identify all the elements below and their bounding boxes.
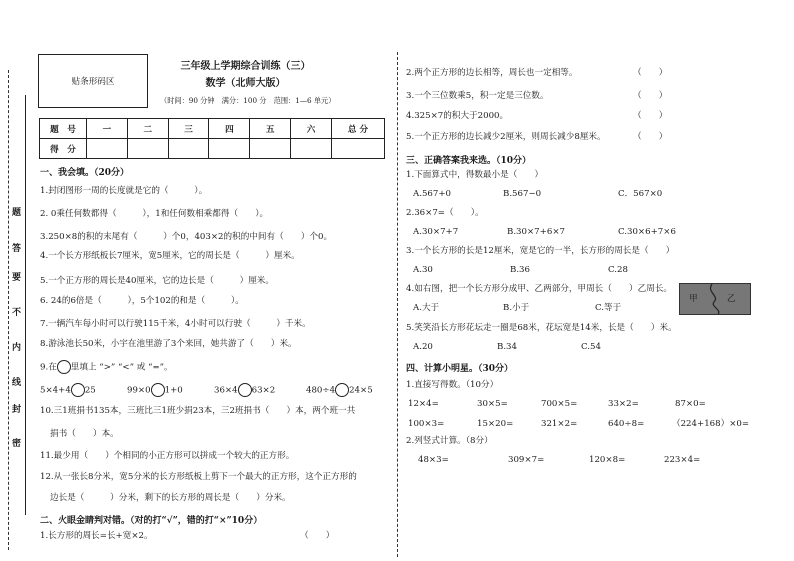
calc-1-1: 12×4= <box>408 399 439 409</box>
section4-heading: 四、计算小明星。（30分） <box>406 364 514 374</box>
section3-q1: 1.下面算式中，得数最小是（ ） <box>406 170 544 180</box>
margin-label-6: 线 <box>12 378 22 388</box>
section3-q4: 4.如右图，把一个长方形分成甲、乙两部分，甲周长（ ）乙周长。 <box>406 284 673 294</box>
margin-label-8: 密 <box>12 439 22 449</box>
section1-item-3: 3.250×8的积的末尾有（ ）个0，403×2的积的中间有（ ）个0。 <box>40 232 333 242</box>
margin-label-2: 答 <box>12 244 22 254</box>
calc-2-2: 15×20= <box>477 419 514 429</box>
score-col-3: 三 <box>168 119 209 139</box>
compare-4-right: 24×5 <box>349 385 373 396</box>
compare-1 <box>40 383 96 397</box>
section1-item-10b: 捐书（ ）本。 <box>50 429 119 439</box>
section2-item-1: 1.长方形的周长=长+宽×2。 <box>40 531 153 541</box>
section1-item-7: 7.一辆汽车每小时可以行驶115千米，4小时可以行驶（ ）千米。 <box>40 319 311 329</box>
section3-q5-opt-c[interactable]: C.54 <box>581 342 601 352</box>
compare-2-left: 99×0 <box>127 385 151 396</box>
compare-1-circle-icon[interactable] <box>71 383 85 397</box>
calc-1-2: 30×5= <box>477 399 508 409</box>
section1-item-5: 5.一个正方形的周长是40厘米，它的边长是（ ）厘米。 <box>40 276 274 286</box>
section1-item-12b: 边长是（ ）分米，剩下的长方形的周长是（ ）分米。 <box>50 493 291 503</box>
score-col-label: 题 号 <box>40 119 87 139</box>
compare-4-circle-icon[interactable] <box>335 383 349 397</box>
vertical-calc-3: 120×8= <box>589 455 626 465</box>
barcode-label: 贴条形码区 <box>71 77 115 87</box>
section2-bracket-2[interactable]: （ ） <box>633 68 668 78</box>
page-subtitle: 数学（北师大版） <box>205 78 286 89</box>
score-cell-5[interactable] <box>250 139 291 159</box>
page-title: 三年级上学期综合训练（三） <box>180 61 311 72</box>
section2-bracket-1[interactable]: （ ） <box>300 531 335 541</box>
section3-q3-opt-a[interactable]: A.30 <box>413 265 433 275</box>
score-cell-1[interactable] <box>87 139 128 159</box>
section3-q1-opt-a[interactable]: A.567+0 <box>413 189 452 199</box>
vertical-calc-4: 223×4= <box>664 455 701 465</box>
binding-line-inner <box>25 95 26 515</box>
section1-heading: 一、我会填。（20分） <box>40 168 130 178</box>
score-table-score-row <box>40 139 385 159</box>
score-cell-3[interactable] <box>168 139 209 159</box>
score-cell-4[interactable] <box>209 139 250 159</box>
compare-3 <box>214 383 275 397</box>
barcode-box <box>38 54 148 108</box>
section3-q2-opt-c[interactable]: C.30×6+7×6 <box>618 227 676 237</box>
figure-label-jia: 甲 <box>689 294 698 304</box>
section2-bracket-3[interactable]: （ ） <box>633 91 668 101</box>
calc-2-1: 100×3= <box>408 419 445 429</box>
calc-2-3: 321×2= <box>541 419 578 429</box>
section2-item-4: 4.325×7的积大于2000。 <box>406 111 509 121</box>
compare-3-left: 36×4 <box>214 385 238 396</box>
score-table-header-row <box>40 119 385 139</box>
section2-heading: 二、火眼金睛判对错。（对的打“√”，错的打“×”10分） <box>40 516 263 526</box>
compare-2 <box>127 383 183 397</box>
score-col-1: 一 <box>87 119 128 139</box>
score-cell-2[interactable] <box>127 139 168 159</box>
compare-3-right: 63×2 <box>251 385 276 396</box>
section1-item-12a: 12.从一张长8分米，宽5分米的长方形纸板上剪下一个最大的正方形，这个正方形的 <box>40 472 357 482</box>
score-cell-total[interactable] <box>332 139 385 159</box>
margin-label-5: 内 <box>12 343 22 353</box>
compare-3-circle-icon[interactable] <box>238 383 252 397</box>
section3-q5: 5.笑笑沿长方形花坛走一圈是68米，花坛宽是14米，长是（ ）米。 <box>406 323 677 333</box>
compare-2-circle-icon[interactable] <box>151 383 165 397</box>
item9-suffix: 里填上 “>” “<” 或 “=”。 <box>70 362 173 373</box>
margin-label-7: 封 <box>12 405 22 415</box>
item9-prefix: 9.在 <box>40 362 57 373</box>
column-divider <box>397 52 398 557</box>
section3-heading: 三、正确答案我来选。（10分） <box>406 156 532 166</box>
section2-bracket-5[interactable]: （ ） <box>633 132 668 142</box>
calc-1-4: 33×2= <box>608 399 639 409</box>
margin-label-3: 要 <box>12 273 22 283</box>
section3-q5-opt-b[interactable]: B.34 <box>497 342 517 352</box>
compare-1-right: 25 <box>84 385 96 396</box>
score-col-5: 五 <box>250 119 291 139</box>
section3-q2: 2.36×7=（ ）。 <box>406 208 484 218</box>
section1-item-4: 4.一个长方形纸板长7厘米，宽5厘米，它的周长是（ ）厘米。 <box>40 251 300 261</box>
vertical-calc-1: 48×3= <box>418 455 449 465</box>
score-col-2: 二 <box>127 119 168 139</box>
section1-item-8: 8.游泳池长50米，小宇在池里游了3个来回，她共游了（ ）米。 <box>40 339 297 349</box>
calc-1-3: 700×5= <box>541 399 578 409</box>
section2-bracket-4[interactable]: （ ） <box>633 111 668 121</box>
calc-1-5: 87×0= <box>675 399 706 409</box>
compare-1-left: 5×4+4 <box>40 385 71 396</box>
margin-label-1: 题 <box>12 208 22 218</box>
section3-q3-opt-c[interactable]: C.28 <box>608 265 628 275</box>
section1-item-10a: 10.三1班捐书135本，三班比三1班少捐23本，三2班捐书（ ）本，两个班一共 <box>40 406 356 416</box>
section4-sub1: 1.直接写得数。（10分） <box>406 380 499 390</box>
exam-info: （时间：90 分钟 满分：100 分 范围：1—6 单元） <box>160 96 336 105</box>
score-cell-6[interactable] <box>291 139 332 159</box>
section3-q4-opt-c[interactable]: C.等于 <box>595 303 622 313</box>
score-col-4: 四 <box>209 119 250 139</box>
section1-item-2: 2. 0乘任何数都得（ ），1和任何数相乘都得（ ）。 <box>40 209 269 219</box>
figure-label-yi: 乙 <box>727 294 736 304</box>
section1-item-9 <box>40 360 173 374</box>
compare-4-left: 480÷4 <box>306 385 336 396</box>
section1-item-11: 11.最少用（ ）个相同的小正方形可以拼成一个较大的正方形。 <box>40 451 295 461</box>
section3-q4-opt-b[interactable]: B.小于 <box>503 303 530 313</box>
score-col-6: 六 <box>291 119 332 139</box>
compare-circle-icon <box>57 360 71 374</box>
score-col-total: 总 分 <box>332 119 385 139</box>
section2-item-2: 2.两个正方形的边长相等，周长也一定相等。 <box>406 68 578 78</box>
section3-q4-opt-a[interactable]: A.大于 <box>413 303 440 313</box>
section1-item-6: 6. 24的6倍是（ ），5个102的和是（ ）。 <box>40 296 244 306</box>
section3-q3: 3.一个长方形的长是12厘米，宽是它的一半，长方形的周长是（ ） <box>406 246 675 256</box>
section3-q2-opt-a[interactable]: A.30×7+7 <box>413 227 459 237</box>
binding-line-outer <box>8 70 9 550</box>
vertical-calc-2: 309×7= <box>508 455 545 465</box>
section3-q5-opt-a[interactable]: A.20 <box>413 342 433 352</box>
calc-2-5: （224+168）×0= <box>672 419 750 429</box>
score-table <box>39 118 385 159</box>
section2-item-3: 3.一个三位数乘5，积一定是三位数。 <box>406 91 549 101</box>
compare-2-right: 1+0 <box>164 385 183 396</box>
section2-item-5: 5.一个正方形的边长减少2厘米，则周长减少8厘米。 <box>406 132 606 142</box>
split-rectangle-figure <box>679 283 751 315</box>
section3-q2-opt-b[interactable]: B.30×7+6×7 <box>507 227 565 237</box>
section1-item-1: 1.封闭图形一周的长度就是它的（ ）。 <box>40 186 208 196</box>
section3-q1-opt-c[interactable]: C．567×0 <box>618 189 663 199</box>
score-row-label: 得 分 <box>40 139 87 159</box>
section3-q1-opt-b[interactable]: B.567−0 <box>503 189 542 199</box>
margin-label-4: 不 <box>12 308 22 318</box>
section3-q3-opt-b[interactable]: B.36 <box>510 265 530 275</box>
calc-2-4: 640÷8= <box>608 419 645 429</box>
section4-sub2: 2.列竖式计算。（8分） <box>406 436 493 446</box>
compare-4 <box>306 383 373 397</box>
